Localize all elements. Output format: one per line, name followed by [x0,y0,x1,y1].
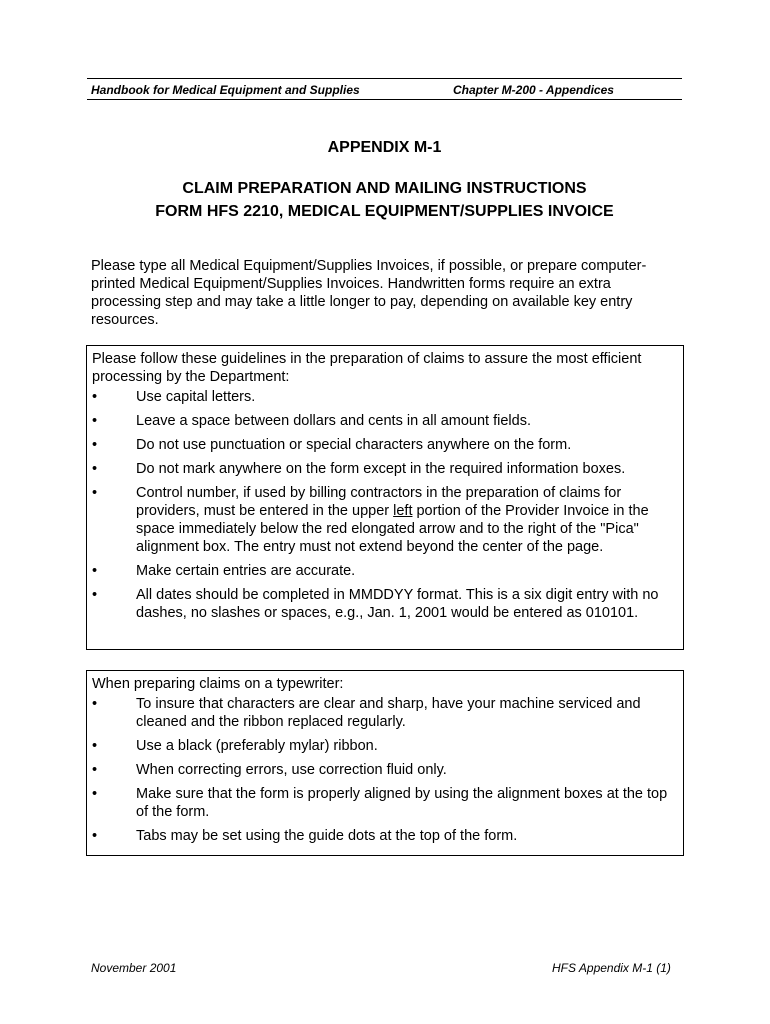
bullet-icon: • [92,696,98,712]
list-item: • Do not use punctuation or special characters anywhere on the form. [92,437,572,453]
typewriter-lead: When preparing claims on a typewriter: [92,676,344,692]
bullet-icon: • [92,738,98,754]
appendix-title: APPENDIX M-1 [327,139,442,156]
list-item: • Tabs may be set using the guide dots at the top of the form. [92,828,518,844]
list-item: • Do not mark anywhere on the form except in the required information boxes. [92,461,626,477]
intro-paragraph: Please type all Medical Equipment/Supplies Invoices, if possible, or prepare computer-printed Medical Equipment/Supplies Invoices. Handwritten forms require an extra processing step and may take a little longer to pay, depending on available key entry resources. [91,258,647,328]
list-item: • Make certain entries are accurate. [92,563,356,579]
bullet-icon: • [92,437,98,453]
footer-date: November 2001 [91,961,177,975]
list-item: • Use a black (preferably mylar) ribbon. [92,738,378,754]
guidelines-lead: Please follow these guidelines in the preparation of claims to assure the most efficient processing by the Department: [92,351,642,385]
bullet-icon: • [92,461,98,477]
section-title-line2: FORM HFS 2210, MEDICAL EQUIPMENT/SUPPLIES INVOICE [155,203,614,220]
bullet-icon: • [92,563,98,579]
bullet-icon: • [92,389,98,405]
bullet-icon: • [92,762,98,778]
running-header [87,78,682,100]
bullet-icon: • [92,485,98,501]
typewriter-box [86,670,684,856]
list-item: • Make sure that the form is properly aligned by using the alignment boxes at the top of the form. [92,786,668,820]
header-chapter: Chapter M-200 - Appendices [453,83,614,97]
list-item-control-number: • Control number, if used by billing contractors in the preparation of claims for providers, must be entered in the upper left portion of the Provider Invoice in the space immediately below the red elongated arrow and to the right of the "Pica" alignment box. The entry must not extend beyond the center of the page. [92,485,649,555]
list-item: • To insure that characters are clear and sharp, have your machine serviced and cleaned and the ribbon replaced regularly. [92,696,641,730]
guidelines-list [92,388,678,622]
bullet-icon: • [92,828,98,844]
underlined-word: left [393,503,413,519]
header-handbook-title: Handbook for Medical Equipment and Supplies [91,83,360,97]
typewriter-list [92,695,678,845]
list-item: • When correcting errors, use correction fluid only. [92,762,447,778]
list-item: • All dates should be completed in MMDDYY format. This is a six digit entry with no dashes, no slashes or spaces, e.g., Jan. 1, 2001 would be entered as 010101. [92,587,659,621]
guidelines-box [86,345,684,650]
section-title-line1: CLAIM PREPARATION AND MAILING INSTRUCTIONS [182,180,587,197]
bullet-icon: • [92,413,98,429]
list-item: • Leave a space between dollars and cents in all amount fields. [92,413,531,429]
bullet-icon: • [92,786,98,802]
list-item: • Use capital letters. [92,389,256,405]
footer-page-id: HFS Appendix M-1 (1) [552,961,671,975]
bullet-icon: • [92,587,98,603]
